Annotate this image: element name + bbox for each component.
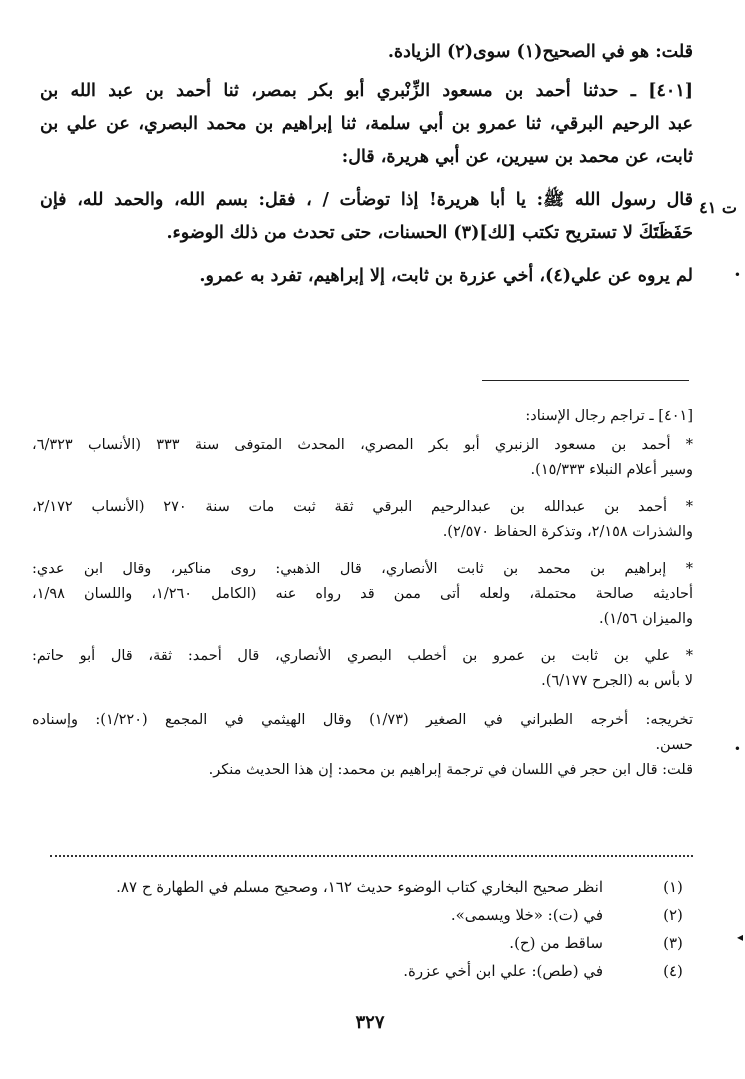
main-line-4: ثابت، عن محمد بن سيرين، عن أبي هريرة، قال: <box>341 147 693 167</box>
note-line: * أحمد بن مسعود الزنبري أبو بكر المصري، المحدث المتوفى سنة ٣٣٣ (الأنساب ٦/٣٢٣، <box>32 437 693 453</box>
note-entry <box>32 557 693 632</box>
note-line: * علي بن ثابت بن عمرو بن أخطب البصري الأنصاري، قال أحمد: ثقة، قال أبو حاتم: <box>32 648 693 664</box>
footnote-text: في (ت): «خلا ويسمى». <box>450 906 603 924</box>
main-line-3: عبد الرحيم البرقي، ثنا عمرو بن أبي سلمة، ثنا إبراهيم بن محمد البصري، عن علي بن <box>40 114 693 134</box>
footnote-number: (١) <box>663 878 683 896</box>
footnote-number: (٣) <box>663 934 683 952</box>
main-text <box>40 36 693 293</box>
main-line-7: لم يروه عن علي(٤)، أخي عزرة بن ثابت، إلا إبراهيم، تفرد به عمرو. <box>199 266 693 286</box>
takhrij-line: تخريجه: أخرجه الطبراني في الصغير (١/٧٣) وقال الهيثمي في المجمع (١/٢٢٠): وإسناده <box>32 712 693 728</box>
note-line: وسير أعلام النبلاء ١٥/٣٣٣). <box>530 462 693 478</box>
note-line: والشذرات ٢/١٥٨، وتذكرة الحفاظ ٢/٥٧٠). <box>442 524 693 540</box>
takhrij-line: قلت: قال ابن حجر في اللسان في ترجمة إبراهيم بن محمد: إن هذا الحديث منكر. <box>208 762 693 778</box>
note-line: أحاديثه صالحة محتملة، ولعله أتى ممن قد رواه عنه (الكامل ١/٢٦٠، واللسان ١/٩٨، <box>32 586 693 602</box>
note-line: * أحمد بن عبدالله بن عبدالرحيم البرقي ثقة ثبت مات سنة ٢٧٠ (الأنساب ٢/١٧٢، <box>32 499 693 515</box>
footnotes-divider <box>50 855 693 857</box>
takhrij-line: حسن. <box>655 737 693 753</box>
main-line-6: حَفَظَتَكَ لا تستريح تكتب [لك](٣) الحسنات، حتى تحدث من ذلك الوضوء. <box>166 223 693 243</box>
note-line: * إبراهيم بن محمد بن ثابت الأنصاري، قال الذهبي: روى مناكير، وقال ابن عدي: <box>32 561 693 577</box>
takhrij <box>32 708 693 783</box>
footnote-text: في (طص): علي ابن أخي عزرة. <box>403 962 603 980</box>
footnote-number: (٤) <box>663 962 683 980</box>
footnote-number: (٢) <box>663 906 683 924</box>
main-line-5: قال رسول الله ﷺ: يا أبا هريرة! إذا توضأت / ، فقل: بسم الله، والحمد لله، فإن <box>40 190 693 210</box>
footnote-text: ساقط من (ح). <box>509 934 603 952</box>
narrator-notes <box>32 404 693 790</box>
note-entry <box>32 644 693 694</box>
main-line-2: [٤٠١] ـ حدثنا أحمد بن مسعود الزِّنْبري أبو بكر بمصر، ثنا أحمد بن عبد الله بن <box>40 81 693 101</box>
note-line: والميزان ١/٥٦). <box>598 611 693 627</box>
scan-speck: • <box>733 268 741 282</box>
note-line: لا بأس به (الجرح ٦/١٧٧). <box>541 673 693 689</box>
main-line-1: قلت: هو في الصحيح(١) سوى(٢) الزيادة. <box>387 42 693 62</box>
footnote-text: انظر صحيح البخاري كتاب الوضوء حديث ١٦٢، وصحيح مسلم في الطهارة ح ٨٧. <box>116 878 603 896</box>
scan-speck: • <box>733 742 741 756</box>
notes-divider <box>482 380 689 381</box>
manuscript-folio-marker: ت ٤١ <box>699 198 737 217</box>
page-number: ٣٢٧ <box>355 1012 385 1033</box>
scan-speck: ◂ <box>736 930 743 944</box>
notes-heading: [٤٠١] ـ تراجم رجال الإسناد: <box>525 408 693 424</box>
note-entry <box>32 495 693 545</box>
note-entry <box>32 433 693 483</box>
